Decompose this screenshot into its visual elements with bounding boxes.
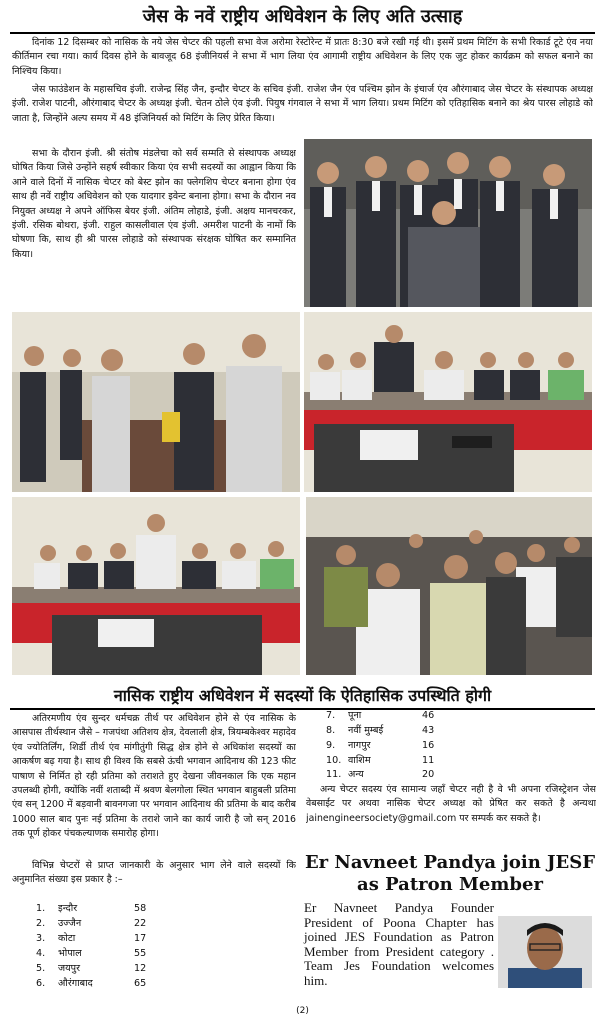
paragraph-pilgrimage: अतिरमणीय एंव सुन्दर धर्मचक्र तीर्थ पर अधिवेशन होने से एंव नासिक के आसपास तीर्थस्थान जैसे – गजपंथा अतिशय क्षेत्र, देवलाली क्षेत्र, त्रियम्बकेश्वर महादेव एंव ज्योतिर्लिंग, शिर्डी तीर्थ एंव मांगीतुंगी सिद्ध क्षेत्र होने से अधिकांश सदस्यों का आकर्षण बढ़ गया है। साथ ही विश्व कि सबसे ऊंची भगवान आदिनाथ की 123 फीट पाषाण से निर्मित हो रही प्रतिमा को तराशते हुए देखना जीवनकाल कि एक महान उपलब्धी होगी, क्योंकि नवीं शताब्दी में श्रवण बेलगोला स्थित भगवान बाहुबली प्रतिमा एंव सन् 1200 में बड़वानी बावनगजा पर भगवान आदिनाथ की प्रतिमा के बाद करीब 1000 साल बाद पुनः नई प्रतिमा के तराशे जाने का कार्य जारी है जो सन् 2016 तक पूर्ण होकर पंचकल्याणक समारोह होगा। — [12, 713, 296, 840]
headline: जेस के नवें राष्ट्रीय अधिवेशन के लिए अति उत्साह — [142, 6, 463, 27]
english-body: Er Navneet Pandya Founder President of Poona Chapter has joined JES Foundation as Patron Member from President category . Team Jes Foundation welcomes him. — [304, 900, 494, 988]
group-photo — [304, 139, 592, 307]
subheadline: नासिक राष्ट्रीय अधिवेशन में सदस्यों कि ऐतिहासिक उपस्थिति होगी — [113, 686, 492, 705]
dais-photo — [304, 312, 592, 492]
paragraph-meeting-intro: दिनांक 12 दिसम्बर को नासिक के नये जेस चेप्टर की पहली सभा वेज अरोमा रेस्टोरेन्ट में प्रातः 8:30 बजे रखी गई थी। इसमें प्रथम मिटिंग के सभी रिकार्ड टूटे एंव नया कीर्तिमान रचा गया। कार्य दिवस होने के बावजूद 68 इंजीनियर्स ने सभा में भाग लिया एंव आगामी राष्ट्रीय अधिवेशन के लिए एक जुट होकर कार्यक्रम को सफल बनाने का निश्चिय किया। — [12, 37, 593, 77]
subheadline-rule — [10, 708, 595, 710]
panel-photo — [12, 497, 300, 675]
newsletter-page: जेस के नवें राष्ट्रीय अधिवेशन के लिए अति उत्साह दिनांक 12 दिसम्बर को नासिक के नये जेस चेप्टर की पहली सभा वेज अरोमा रेस्टोरेन्ट में प्रातः 8:30 बजे रखी गई थी। इसमें प्रथम मिटिंग के सभी रिकार्ड टूटे एंव नया कीर्तिमान रचा गया। कार्य दिवस होने के बावजूद 68 इंजीनियर्स ने सभा में भाग लिया एंव आगामी राष्ट्रीय अधिवेशन के लिए एक जुट होकर कार्यक्रम को सफल बनाने का निश्चिय किया। जेस फाउंडेशन के महासचिव इंजी. राजेन्द्र सिंह जैन, इन्दौर चेप्टर के सचिव इंजी. राजेश जैन एंव पश्चिम झोन के इंचार्ज एंव औरंगाबाद जेस चेप्टर के संस्थापक अध्यक्ष इंजी. राजेश पाटनी, औरंगाबाद चेप्टर के अध्यक्ष इंजी. चेतन ठोले एंव इंजी. पियुष गंगवाल ने सभा में भाग लिया। प्रथम मिटिंग को एतिहासिक बनाने का श्रेय पारस लोहाडे को जाता है, जिन्होंने अल्प समय में 48 इंजिनियर्स को मिटिंग के लिए प्रेरित किया। सभा के दौरान इंजी. श्री संतोष मंडलेचा को सर्व सम्मति से संस्थापक अध्यक्ष घोषित किया जिसे उन्होंने सहर्ष स्वीकार किया एंव सभी सदस्यों का आह्वान किया कि आने वाले दिनों में नासिक चेप्टर को बेस्ट झोन का फ्लेगशिप चेप्टर बनाना होगा एंव साथ ही नवें राष्ट्रीय अधिवेशन को एक यादगार इवेन्ट बनाना होगा। सभा के दौरान नव नियुक्त अध्यक्ष ने अपने ऑफिस बेयर इंजी. अंतिम लोहाडे, इंजी. अक्षय मानचरकर, इंजी. रसिक बोथरा, इंजी. राहुल कासलीवाल एंव इंजी. अमरीश पाटनी के नामों कि घोषणा कि, साथ ही श्री पारस लोहाडे को संस्थापक संरक्षक घोषित कर सम्मानित किया। नासिक राष्ट्रीय अधिवेशन में सदस्यों कि ऐतिहासिक उपस्थिति होगी अतिरमणीय एंव सुन्दर धर्मचक्र तीर्थ पर अधिवेशन होने से एंव नासिक के आसपास तीर्थस्थान जैसे – गजपंथा अतिशय क्षेत्र, देवलाली क्षेत्र, त्रियम्बकेश्वर महादेव एंव ज्योतिर्लिंग, शिर्डी तीर्थ एंव मांगीतुंगी सिद्ध क्षेत्र होने से अधिकांश सदस्यों का आकर्षण बढ़ गया है। साथ ही विश्व कि सबसे ऊंची भगवान आदिनाथ की 123 फीट पाषाण से निर्मित हो रही प्रतिमा को तराशते हुए देखना जीवनकाल कि एक महान उपलब्धी होगी, क्योंकि नवीं शताब्दी में श्रवण बेलगोला स्थित भगवान बाहुबली प्रतिमा एंव सन् 1200 में बड़वानी बावनगजा पर भगवान आदिनाथ की प्रतिमा के बाद करीब 1000 साल बाद पुनः नई प्रतिमा के तराशे जाने का कार्य जारी है जो सन् 2016 तक पूर्ण होकर पंचकल्याणक समारोह होगा। विभिन्न चेप्टरों से प्राप्त जानकारी के अनुसार भाग लेने वाले सदस्यों कि अनुमानित संख्या इस प्रकार है :– 1. इन्दौर 58 2. उज्जैन 22 3. कोटा 17 4. भोपाल 55 5. जयपुर 12 6. औरंगाबाद 65 7. पूना 46 8. नवीं मुम्बई 43 9. नागपुर 16 10. वाशिम 11 11. अन्य 20 अन्य चेप्टर सदस्य एंव सामान्य जहाँ चेप्टर नही है वे भी अपना रजिस्ट्रेशन जेस वेबसाईट पर अथवा नासिक चेप्टर अध्यक्ष को प्रेषित कर सकते है अन्यथा jainengineersociety@gmail.com पर सम्पर्क कर सकते है। Er Navneet Pandya join JESF as Patron Member Er Navneet Pandya Founder President of Poona Chapter has joined JES Foundation as Patron Member from President category . Team Jes Foundation welcomes him. (2) — [0, 0, 605, 1023]
english-heading — [300, 852, 600, 896]
paragraph-attendance-intro: विभिन्न चेप्टरों से प्राप्त जानकारी के अनुसार भाग लेने वाले सदस्यों कि अनुमानित संख्या इस प्रकार है :– — [12, 860, 296, 886]
paragraph-president-announcement: सभा के दौरान इंजी. श्री संतोष मंडलेचा को सर्व सम्मति से संस्थापक अध्यक्ष घोषित किया जिसे उन्होंने सहर्ष स्वीकार किया एंव सभी सदस्यों का आह्वान किया कि आने वाले दिनों में नासिक चेप्टर को बेस्ट झोन का फ्लेगशिप चेप्टर बनाना होगा एंव साथ ही नवें राष्ट्रीय अधिवेशन को एक यादगार इवेन्ट बनाना होगा। सभा के दौरान नव नियुक्त अध्यक्ष ने अपने ऑफिस बेयर इंजी. अंतिम लोहाडे, इंजी. अक्षय मानचरकर, इंजी. रसिक बोथरा, इंजी. राहुल कासलीवाल एंव इंजी. अमरीश पाटनी के नामों कि घोषणा कि, साथ ही श्री पारस लोहाडे को संस्थापक संरक्षक घोषित कर सम्मानित किया। — [12, 148, 296, 260]
page-number: (2) — [296, 1006, 309, 1016]
paragraph-registration: अन्य चेप्टर सदस्य एंव सामान्य जहाँ चेप्टर नही है वे भी अपना रजिस्ट्रेशन जेस वेबसाईट पर अथवा नासिक चेप्टर अध्यक्ष को प्रेषित कर सकते है अन्यथा jainengineersociety@gmail.com पर सम्पर्क कर सकते है। — [306, 784, 596, 824]
felicitation-photo — [12, 312, 300, 492]
portrait-photo — [498, 916, 592, 988]
english-heading-line1: Er Navneet Pandya join JESF — [304, 852, 596, 873]
audience-photo — [306, 497, 592, 675]
paragraph-attendees: जेस फाउंडेशन के महासचिव इंजी. राजेन्द्र सिंह जैन, इन्दौर चेप्टर के सचिव इंजी. राजेश जैन एंव पश्चिम झोन के इंचार्ज एंव औरंगाबाद जेस चेप्टर के संस्थापक अध्यक्ष इंजी. राजेश पाटनी, औरंगाबाद चेप्टर के अध्यक्ष इंजी. चेतन ठोले एंव इंजी. पियुष गंगवाल ने सभा में भाग लिया। प्रथम मिटिंग को एतिहासिक बनाने का श्रेय पारस लोहाडे को जाता है, जिन्होंने अल्प समय में 48 इंजिनियर्स को मिटिंग के लिए प्रेरित किया। — [12, 84, 593, 124]
headline-rule — [10, 32, 595, 34]
english-heading-line2: as Patron Member — [357, 874, 543, 895]
